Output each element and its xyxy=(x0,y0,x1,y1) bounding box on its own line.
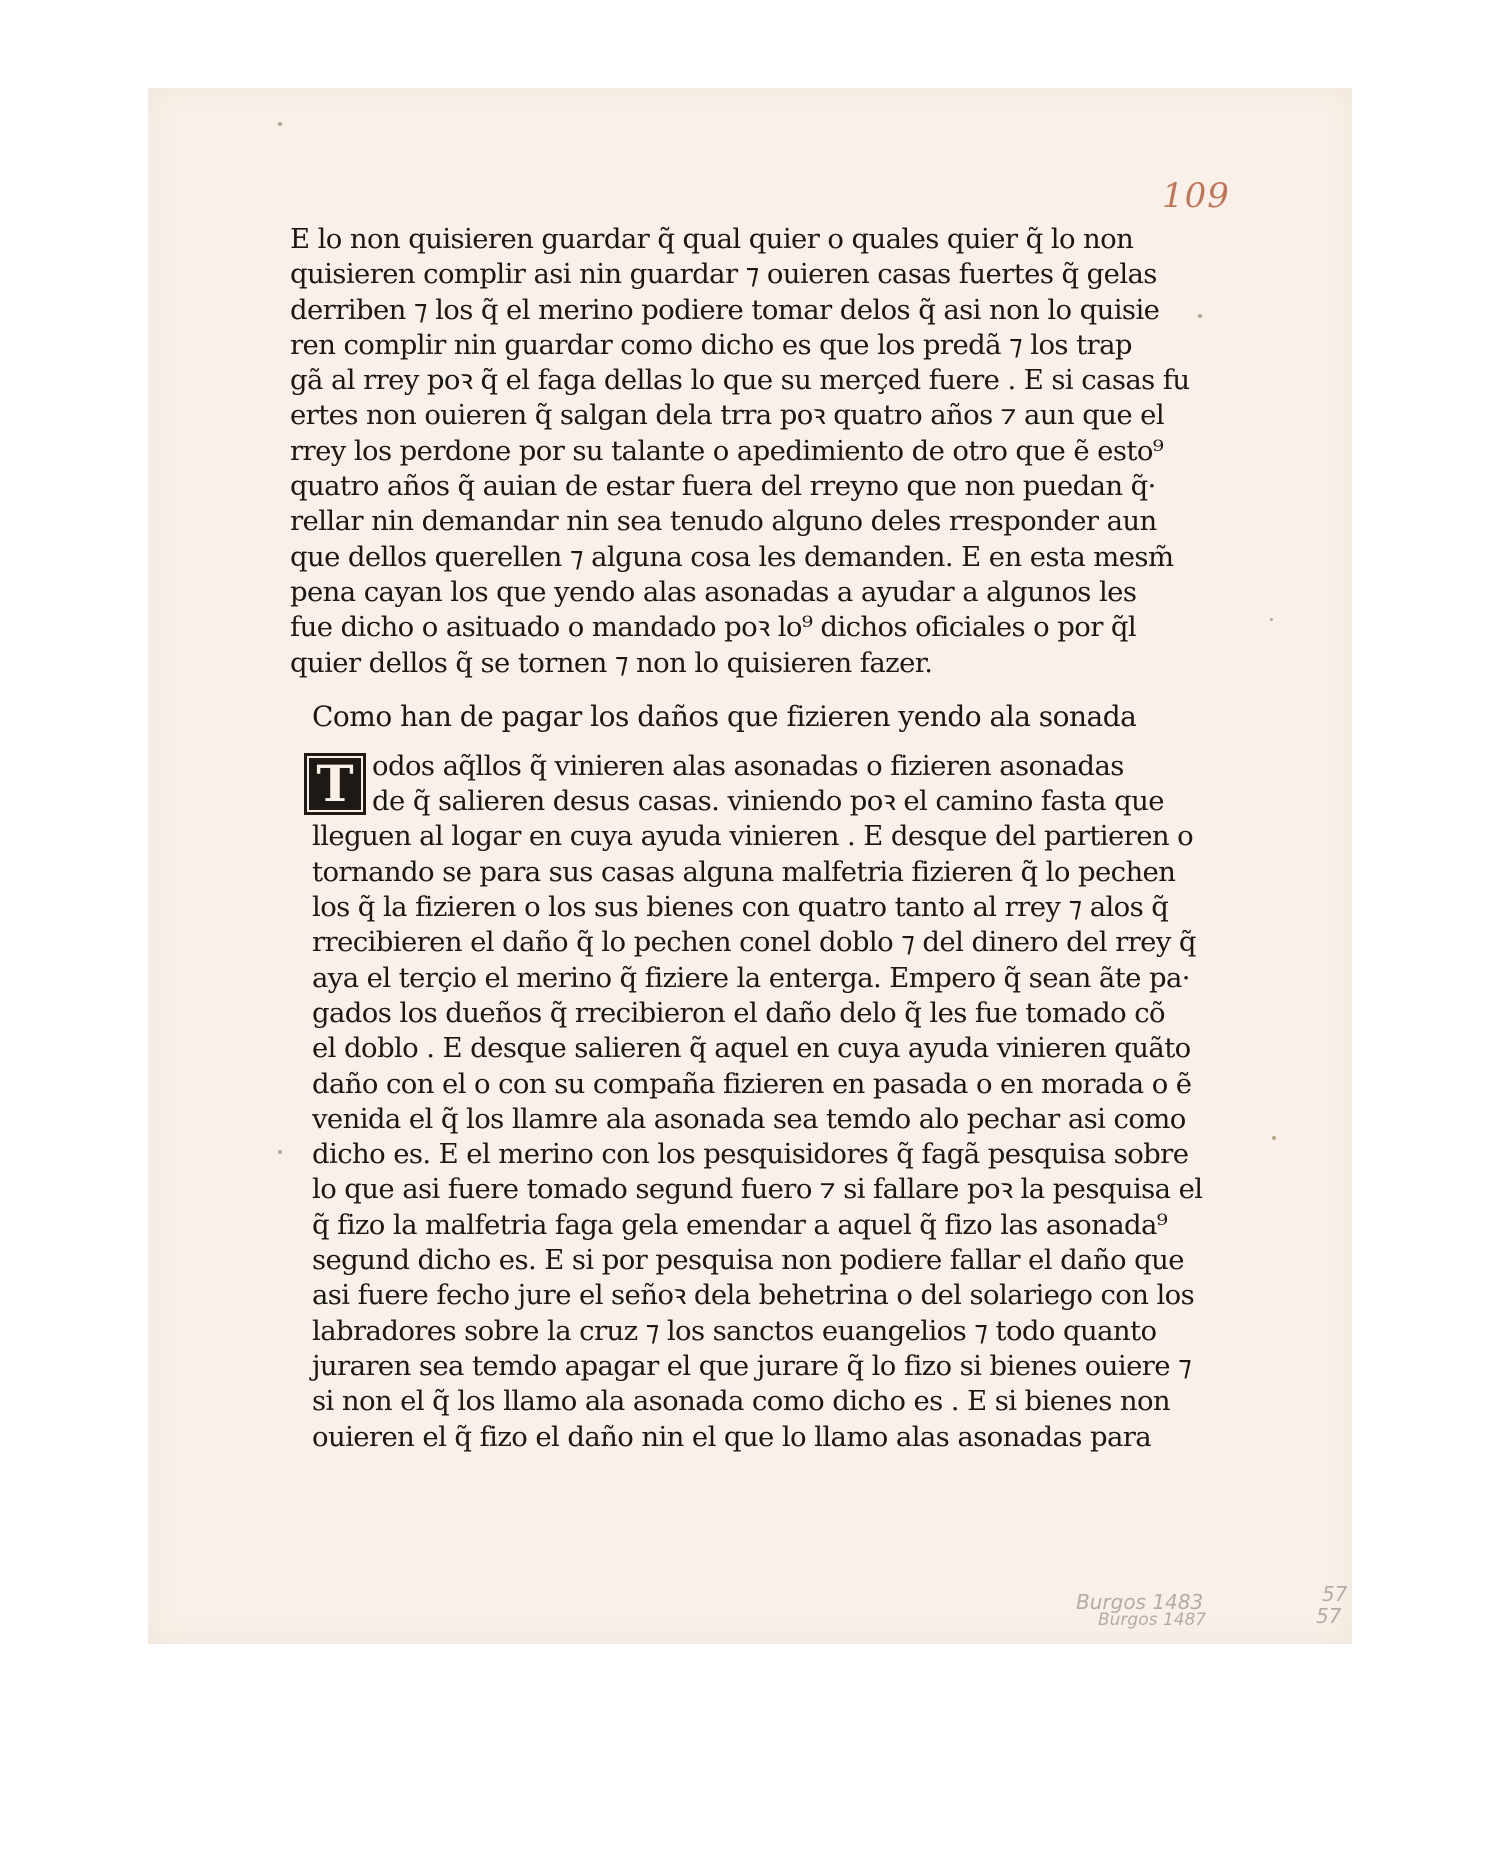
text-line: aya el terçio el merino q̃ fiziere la enterga. Empero q̃ sean ãte pa· xyxy=(312,961,1190,994)
text-line: ertes non ouieren q̃ salgan dela trra poꝛ quatro años ⁊ aun que el xyxy=(290,399,1165,432)
text-line: q̃ fizo la malfetria faga gela emendar a aquel q̃ fizo las asonada⁹ xyxy=(312,1208,1168,1241)
paper-speck xyxy=(1198,314,1202,318)
text-line: ren complir nin guardar como dicho es que los predã ⁊ los trap xyxy=(290,328,1132,361)
text-line: quatro años q̃ auian de estar fuera del rreyno que non puedan q̃· xyxy=(290,470,1156,503)
text-line: lleguen al logar en cuya ayuda vinieren . E desque del partieren o xyxy=(312,820,1194,853)
text-line: que dellos querellen ⁊ alguna cosa les demanden. E en esta mesm̃ xyxy=(290,540,1174,573)
section-heading: Como han de pagar los daños que fizieren yendo ala sonada xyxy=(312,699,1137,733)
text-line: labradores sobre la cruz ⁊ los sanctos euangelios ⁊ todo quanto xyxy=(312,1314,1157,1347)
paper-speck xyxy=(1270,618,1273,621)
decorated-initial: T xyxy=(304,753,366,815)
paper-speck xyxy=(278,122,282,126)
paragraph-two xyxy=(290,749,1230,1455)
text-line: rrecibieren el daño q̃ lo pechen conel doblo ⁊ del dinero del rrey q̃ xyxy=(312,926,1196,959)
text-line: juraren sea temdo apagar el que jurare q̃ lo fizo si bienes ouiere ⁊ xyxy=(312,1349,1192,1382)
pencil-place-note: Burgos 1483 xyxy=(1076,1590,1204,1614)
text-line: dicho es. E el merino con los pesquisidores q̃ fagã pesquisa sobre xyxy=(312,1138,1189,1171)
text-line: rrey los perdone por su talante o apedimiento de otro que ẽ esto⁹ xyxy=(290,434,1164,467)
text-line: pena cayan los que yendo alas asonadas a ayudar a algunos les xyxy=(290,575,1137,608)
pencil-place-note: Burgos 1487 xyxy=(1098,1610,1207,1630)
text-line: quisieren complir asi nin guardar ⁊ ouieren casas fuertes q̃ gelas xyxy=(290,258,1157,291)
text-line: si non el q̃ los llamo ala asonada como dicho es . E si bienes non xyxy=(312,1385,1171,1418)
text-line: quier dellos q̃ se tornen ⁊ non lo quisieren fazer. xyxy=(290,646,933,679)
pencil-number: 57 xyxy=(1316,1604,1342,1628)
text-line: E lo non quisieren guardar q̃ qual quier o quales quier q̃ lo non xyxy=(290,223,1134,255)
text-line: rellar nin demandar nin sea tenudo alguno deles rresponder aun xyxy=(290,505,1157,538)
leaf-page xyxy=(148,88,1352,1644)
text-line: lo que asi fuere tomado segund fuero ⁊ si fallare poꝛ la pesquisa el xyxy=(312,1173,1203,1206)
pencil-number: 57 xyxy=(1322,1582,1348,1606)
text-line: gã al rrey poꝛ q̃ el faga dellas lo que su merçed fuere . E si casas fu xyxy=(290,364,1190,397)
text-line: asi fuere fecho jure el señoꝛ dela behetrina o del solariego con los xyxy=(312,1279,1195,1312)
text-line: el doblo . E desque salieren q̃ aquel en cuya ayuda vinieren quãto xyxy=(312,1032,1191,1065)
paper-speck xyxy=(1272,1136,1276,1140)
folio-number: 109 xyxy=(1162,176,1230,216)
text-line: de q̃ salieren desus casas. viniendo poꝛ el camino fasta que xyxy=(372,785,1164,818)
text-line: derriben ⁊ los q̃ el merino podiere tomar delos q̃ asi non lo quisie xyxy=(290,293,1160,326)
paper-speck xyxy=(278,1150,282,1154)
text-line: odos aq̃llos q̃ vinieren alas asonadas o fizieren asonadas xyxy=(372,749,1124,782)
text-line: fue dicho o asituado o mandado poꝛ lo⁹ dichos oficiales o por q̃l xyxy=(290,611,1137,644)
text-line: tornando se para sus casas alguna malfetria fizieren q̃ lo pechen xyxy=(312,855,1176,888)
paragraph-one xyxy=(290,222,1230,681)
text-line: ouieren el q̃ fizo el daño nin el que lo llamo alas asonadas para xyxy=(312,1420,1152,1453)
text-line: gados los dueños q̃ rrecibieron el daño delo q̃ les fue tomado cõ xyxy=(312,996,1165,1029)
text-line: segund dicho es. E si por pesquisa non podiere fallar el daño que xyxy=(312,1244,1184,1277)
text-line: los q̃ la fizieren o los sus bienes con quatro tanto al rrey ⁊ alos q̃ xyxy=(312,891,1169,924)
text-line: daño con el o con su compaña fizieren en pasada o en morada o ẽ xyxy=(312,1067,1192,1100)
text-line: venida el q̃ los llamre ala asonada sea temdo alo pechar asi como xyxy=(312,1102,1186,1135)
text-block xyxy=(290,222,1230,1455)
